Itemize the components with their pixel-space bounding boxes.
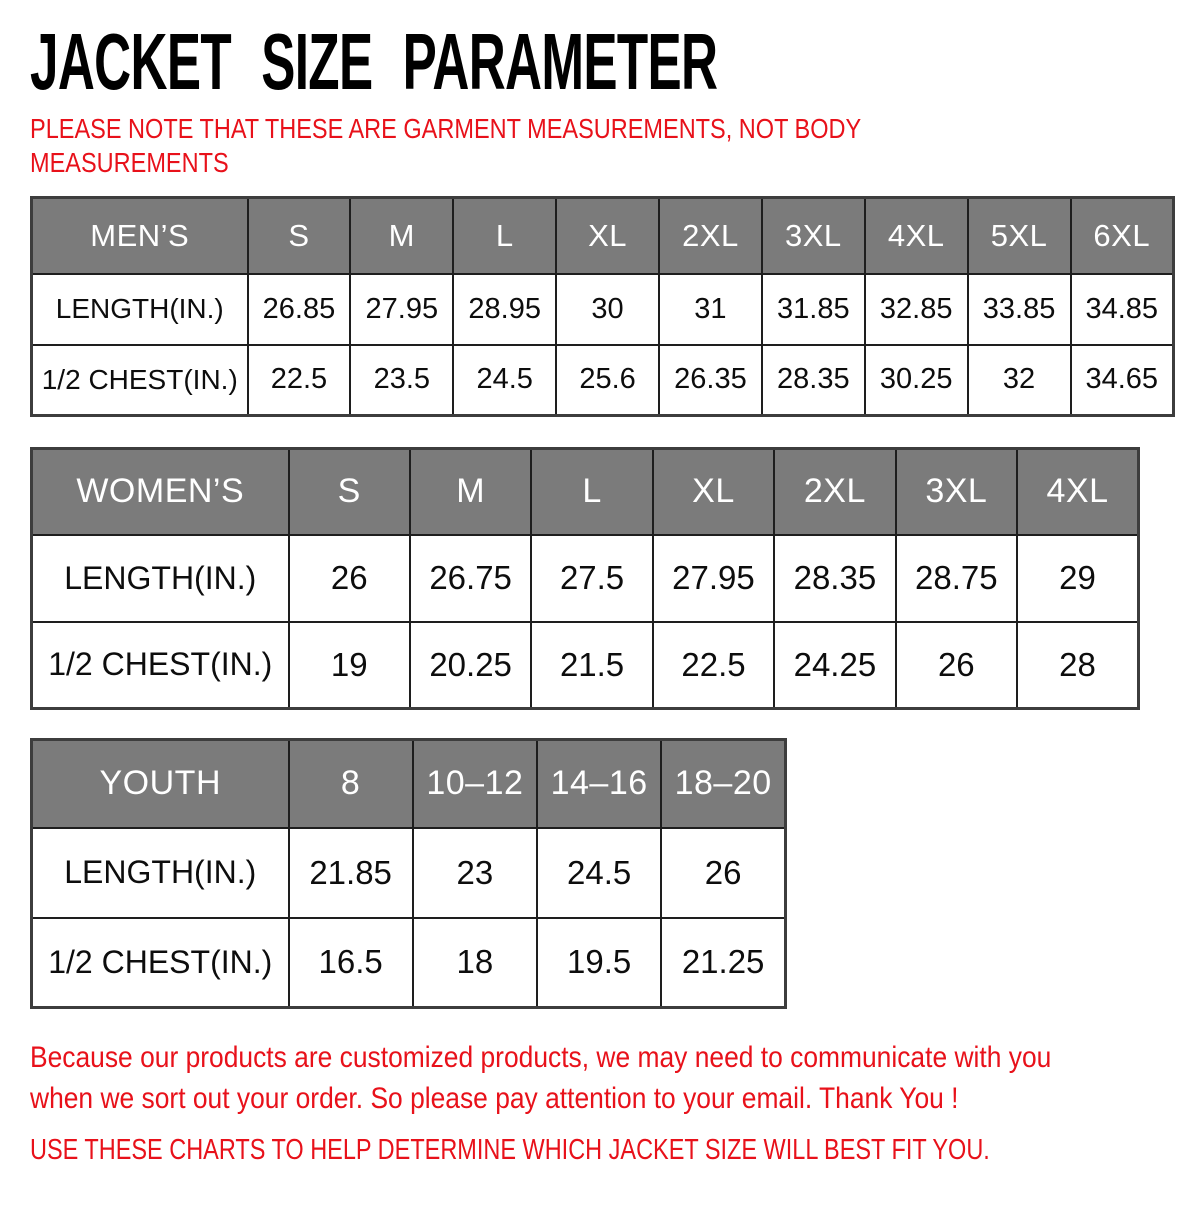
mens-chest-row: [32, 345, 1174, 416]
value-cell: 28.35: [762, 345, 865, 416]
value-cell: 25.6: [556, 345, 659, 416]
value-cell: 27.95: [350, 274, 453, 345]
womens-size-table: [30, 447, 1140, 710]
value-cell: 22.5: [248, 345, 351, 416]
value-cell: 24.25: [774, 622, 895, 709]
jacket-size-chart-page: [0, 17, 1200, 1226]
size-header-4xl: 4XL: [1017, 449, 1138, 535]
womens-header-row: [32, 449, 1139, 535]
womens-table-title: WOMEN’S: [32, 449, 289, 535]
value-cell: 19: [289, 622, 410, 709]
value-cell: 30.25: [865, 345, 968, 416]
value-cell: 21.25: [661, 918, 785, 1008]
value-cell: 27.95: [653, 535, 774, 622]
value-cell: 31: [659, 274, 762, 345]
value-cell: 22.5: [653, 622, 774, 709]
value-cell: 18: [413, 918, 537, 1008]
size-header-4xl: 4XL: [865, 198, 968, 274]
mens-table-title: MEN’S: [32, 198, 248, 274]
youth-length-row: [32, 828, 786, 918]
value-cell: 29: [1017, 535, 1138, 622]
value-cell: 32: [968, 345, 1071, 416]
page-title: JACKET SIZE PARAMETER: [30, 17, 718, 106]
size-header-18-20: 18–20: [661, 740, 785, 828]
size-header-2xl: 2XL: [659, 198, 762, 274]
value-cell: 21.5: [531, 622, 652, 709]
size-header-s: S: [289, 449, 410, 535]
mens-size-table: [30, 196, 1175, 417]
notice-line-1: Because our products are customized products, we may need to communicate with you: [30, 1041, 1052, 1074]
row-label-length: LENGTH(IN.): [32, 535, 289, 622]
mens-header-row: [32, 198, 1174, 274]
value-cell: 26: [661, 828, 785, 918]
value-cell: 21.85: [289, 828, 413, 918]
size-header-xl: XL: [556, 198, 659, 274]
value-cell: 26: [289, 535, 410, 622]
size-header-l: L: [531, 449, 652, 535]
value-cell: 32.85: [865, 274, 968, 345]
value-cell: 28.35: [774, 535, 895, 622]
notice-line-2: when we sort out your order. So please pay attention to your email. Thank You !: [30, 1082, 959, 1115]
size-header-8: 8: [289, 740, 413, 828]
size-header-m: M: [410, 449, 531, 535]
size-header-3xl: 3XL: [762, 198, 865, 274]
size-header-6xl: 6XL: [1071, 198, 1174, 274]
value-cell: 23: [413, 828, 537, 918]
value-cell: 26.75: [410, 535, 531, 622]
youth-size-table: [30, 738, 787, 1009]
size-header-s: S: [248, 198, 351, 274]
value-cell: 20.25: [410, 622, 531, 709]
row-label-chest: 1/2 CHEST(IN.): [32, 918, 289, 1008]
row-label-length: LENGTH(IN.): [32, 828, 289, 918]
mens-length-row: [32, 274, 1174, 345]
value-cell: 24.5: [453, 345, 556, 416]
youth-table-title: YOUTH: [32, 740, 289, 828]
row-label-chest: 1/2 CHEST(IN.): [32, 622, 289, 709]
size-header-xl: XL: [653, 449, 774, 535]
value-cell: 19.5: [537, 918, 661, 1008]
size-header-2xl: 2XL: [774, 449, 895, 535]
note-line-1: PLEASE NOTE THAT THESE ARE GARMENT MEASUREMENTS, NOT BODY: [30, 113, 862, 144]
size-header-3xl: 3XL: [896, 449, 1017, 535]
value-cell: 28.95: [453, 274, 556, 345]
youth-header-row: [32, 740, 786, 828]
value-cell: 28.75: [896, 535, 1017, 622]
value-cell: 26.85: [248, 274, 351, 345]
size-header-m: M: [350, 198, 453, 274]
value-cell: 34.65: [1071, 345, 1174, 416]
value-cell: 26: [896, 622, 1017, 709]
row-label-chest: 1/2 CHEST(IN.): [32, 345, 248, 416]
womens-length-row: [32, 535, 1139, 622]
womens-chest-row: [32, 622, 1139, 709]
value-cell: 31.85: [762, 274, 865, 345]
value-cell: 26.35: [659, 345, 762, 416]
size-header-14-16: 14–16: [537, 740, 661, 828]
size-header-5xl: 5XL: [968, 198, 1071, 274]
row-label-length: LENGTH(IN.): [32, 274, 248, 345]
value-cell: 30: [556, 274, 659, 345]
size-header-l: L: [453, 198, 556, 274]
value-cell: 27.5: [531, 535, 652, 622]
note-line-2: MEASUREMENTS: [30, 147, 229, 178]
value-cell: 23.5: [350, 345, 453, 416]
value-cell: 28: [1017, 622, 1138, 709]
value-cell: 33.85: [968, 274, 1071, 345]
customization-notice: [30, 1037, 1060, 1119]
value-cell: 16.5: [289, 918, 413, 1008]
garment-measurement-note: [30, 112, 1013, 180]
fit-advice-line: USE THESE CHARTS TO HELP DETERMINE WHICH JACKET SIZE WILL BEST FIT YOU.: [30, 1134, 990, 1166]
size-header-10-12: 10–12: [413, 740, 537, 828]
youth-chest-row: [32, 918, 786, 1008]
value-cell: 24.5: [537, 828, 661, 918]
value-cell: 34.85: [1071, 274, 1174, 345]
